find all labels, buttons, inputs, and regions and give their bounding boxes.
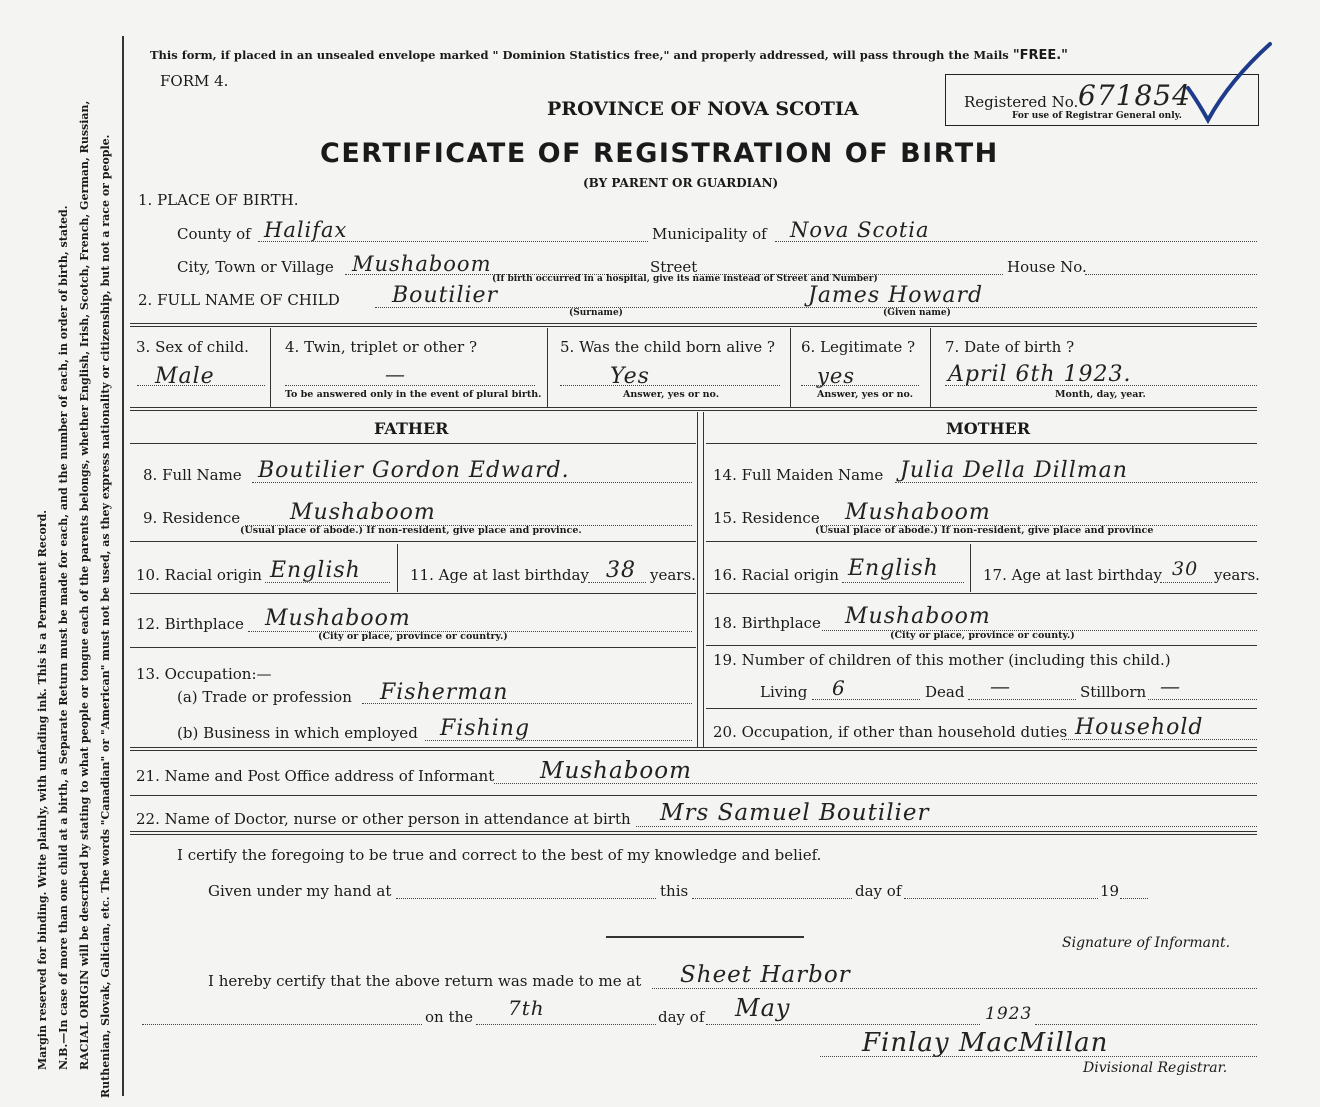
legitimate-note: Answer, yes or no. (817, 389, 914, 400)
mail-notice: This form, if placed in an unsealed envelope marked " Dominion Statistics free," and properly addressed, will pass through the Mails "FREE." (150, 48, 1068, 63)
dead-value: — (990, 674, 1011, 698)
province-heading: PROVINCE OF NOVA SCOTIA (547, 98, 859, 120)
municipality-value: Nova Scotia (790, 218, 930, 242)
father-heading: FATHER (374, 419, 449, 438)
mother-birthplace-note: (City or place, province or county.) (890, 630, 1075, 641)
mother-residence-label: 15. Residence (713, 509, 820, 527)
hospital-note: (If birth occurred in a hospital, give its name instead of Street and Number) (492, 274, 878, 284)
alive-value: Yes (610, 364, 650, 389)
mother-children-label: 19. Number of children of this mother (including this child.) (713, 651, 1171, 669)
mother-occupation-label: 20. Occupation, if other than household duties (713, 723, 1068, 741)
this-label: this (660, 882, 689, 900)
father-age-label: 11. Age at last birthday (410, 566, 589, 584)
sex-value: Male (155, 364, 215, 389)
mother-age-label: 17. Age at last birthday (983, 566, 1162, 584)
child-given-name: James Howard (808, 283, 984, 308)
mother-racial-label: 16. Racial origin (713, 566, 839, 584)
certification-statement: I certify the foregoing to be true and correct to the best of my knowledge and belief. (177, 846, 822, 864)
legitimate-label: 6. Legitimate ? (801, 338, 916, 356)
father-trade-label: (a) Trade or profession (177, 688, 352, 706)
informant-label: 21. Name and Post Office address of Informant (136, 767, 495, 785)
page-title: CERTIFICATE OF REGISTRATION OF BIRTH (320, 138, 999, 169)
alive-note: Answer, yes or no. (623, 389, 720, 400)
on-the-label: on the (425, 1008, 474, 1026)
street-label: Street (650, 258, 698, 276)
registered-label: Registered No. (964, 93, 1079, 111)
father-birthplace-note: (City or place, province or country.) (318, 631, 508, 642)
county-value: Halifax (264, 218, 348, 242)
given-caption: (Given name) (883, 308, 951, 318)
mother-name-label: 14. Full Maiden Name (713, 466, 884, 484)
county-label: County of (177, 225, 251, 243)
mail-free: "FREE." (1012, 48, 1068, 63)
dob-label: 7. Date of birth ? (945, 338, 1075, 356)
father-age-value: 38 (606, 558, 636, 583)
margin-rule (122, 36, 124, 1096)
mother-heading: MOTHER (946, 419, 1031, 438)
day-of-label-2: day of (658, 1008, 705, 1026)
on-the-value: 7th (508, 996, 545, 1020)
mother-age-value: 30 (1172, 558, 1199, 580)
registrar-note: For use of Registrar General only. (1012, 111, 1182, 121)
month-value: May (735, 994, 791, 1022)
father-name-label: 8. Full Name (143, 466, 242, 484)
alive-label: 5. Was the child born alive ? (560, 338, 775, 356)
city-value: Mushaboom (352, 252, 492, 276)
informant-value: Mushaboom (540, 758, 692, 784)
living-label: Living (760, 683, 808, 701)
registrar-statement: I hereby certify that the above return was made to me at (208, 972, 642, 990)
twin-label: 4. Twin, triplet or other ? (285, 338, 477, 356)
mother-occupation-value: Household (1075, 715, 1204, 740)
dob-value: April 6th 1923. (948, 362, 1132, 387)
margin-line-2: N.B.—In case of more than one child at a birth, a Separate Return must be made for each, and the number of each, in order of birth, stated. (57, 205, 70, 1070)
surname-caption: (Surname) (569, 308, 623, 318)
twin-value: — (385, 362, 406, 386)
day-of-label: day of (855, 882, 902, 900)
checkmark-icon (1180, 40, 1275, 125)
father-trade-value: Fisherman (380, 680, 509, 705)
year-value: 1923 (985, 1004, 1033, 1024)
father-name-value: Boutilier Gordon Edward. (258, 458, 570, 483)
mother-residence-note: (Usual place of abode.) If non-resident, give place and province (815, 525, 1154, 536)
child-name-label: 2. FULL NAME OF CHILD (138, 291, 340, 309)
father-occupation-label: 13. Occupation:— (136, 665, 272, 683)
registrar-place: Sheet Harbor (680, 962, 851, 988)
father-business-label: (b) Business in which employed (177, 724, 418, 742)
child-surname: Boutilier (392, 283, 499, 308)
legitimate-value: yes (817, 364, 856, 388)
mother-residence-value: Mushaboom (845, 500, 991, 525)
year-prefix: 19 (1100, 882, 1120, 900)
municipality-label: Municipality of (652, 225, 767, 243)
father-residence-note: (Usual place of abode.) If non-resident, give place and province. (240, 525, 582, 536)
margin-line-1: Margin reserved for binding. Write plainly, with unfading ink. This is a Permanent Record. (36, 509, 49, 1070)
mother-birthplace-value: Mushaboom (845, 604, 991, 629)
living-value: 6 (832, 676, 846, 700)
father-business-value: Fishing (440, 716, 531, 741)
sex-label: 3. Sex of child. (136, 338, 249, 356)
given-label: Given under my hand at (208, 882, 392, 900)
father-residence-value: Mushaboom (290, 500, 436, 525)
registrar-caption: Divisional Registrar. (1083, 1060, 1228, 1076)
form-number: FORM 4. (160, 72, 229, 90)
binding-margin (0, 0, 120, 1107)
mother-age-unit: years. (1214, 566, 1260, 584)
father-racial-value: English (270, 558, 361, 583)
father-age-unit: years. (650, 566, 696, 584)
dob-note: Month, day, year. (1055, 389, 1146, 400)
dead-label: Dead (925, 683, 965, 701)
stillborn-label: Stillborn (1080, 683, 1147, 701)
father-residence-label: 9. Residence (143, 509, 241, 527)
margin-line-4: Ruthenian, Slovak, Galician, etc. The words "Canadian" or "American" must not be used, as they express nationality or citizenship, but not a race or people. (99, 134, 112, 1098)
stillborn-value: — (1160, 674, 1181, 698)
house-label: House No. (1007, 258, 1087, 276)
informant-signature-caption: Signature of Informant. (1062, 935, 1231, 951)
mother-birthplace-label: 18. Birthplace (713, 614, 821, 632)
father-birthplace-value: Mushaboom (265, 606, 411, 631)
city-label: City, Town or Village (177, 258, 334, 276)
mother-racial-value: English (848, 556, 939, 581)
father-racial-label: 10. Racial origin (136, 566, 262, 584)
registered-number: 671854 (1078, 79, 1191, 112)
margin-line-3: RACIAL ORIGIN will be described by stating to what people or tongue each of the parents belongs, whether English, Irish, Scotch, French, German, Russian, (78, 100, 91, 1070)
father-birthplace-label: 12. Birthplace (136, 615, 244, 633)
place-of-birth-heading: 1. PLACE OF BIRTH. (138, 191, 299, 209)
twin-note: To be answered only in the event of plural birth. (285, 389, 542, 400)
registrar-signature: Finlay MacMillan (862, 1028, 1109, 1058)
page-subtitle: (BY PARENT OR GUARDIAN) (583, 176, 779, 190)
attendant-value: Mrs Samuel Boutilier (660, 800, 930, 826)
attendant-label: 22. Name of Doctor, nurse or other person in attendance at birth (136, 810, 631, 828)
mother-name-value: Julia Della Dillman (900, 458, 1128, 483)
